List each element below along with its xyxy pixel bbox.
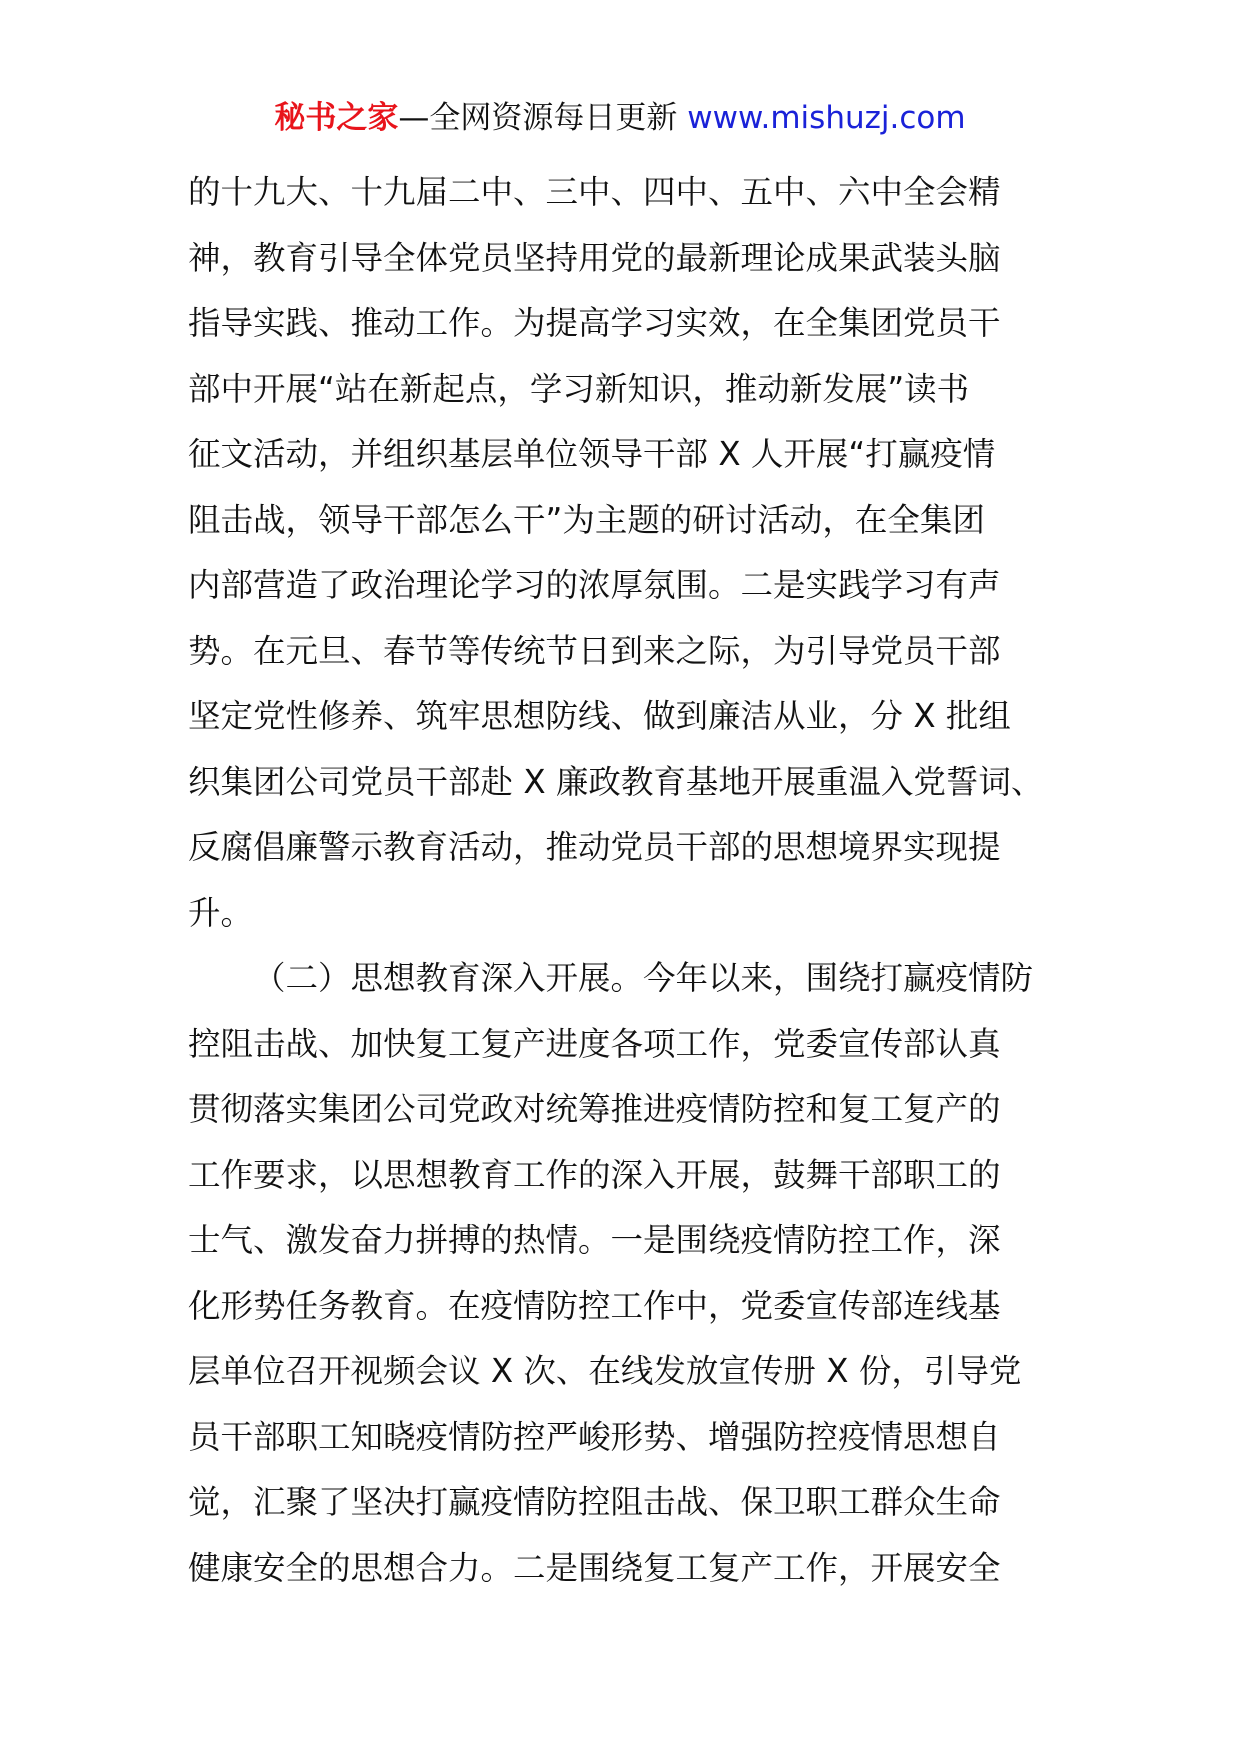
- body-line: 势。在元旦、春节等传统节日到来之际，为引导党员干部: [188, 631, 1001, 670]
- body-line: 工作要求，以思想教育工作的深入开展，鼓舞干部职工的: [188, 1155, 1001, 1194]
- body-line: 层单位召开视频会议 X 次、在线发放宣传册 X 份，引导党: [188, 1352, 1022, 1390]
- body-line: 坚定党性修养、筑牢思想防线、做到廉洁从业，分 X 批组: [188, 697, 1011, 735]
- body-line: 阻击战，领导干部怎么干”为主题的研讨活动，在全集团: [188, 500, 985, 539]
- brand-name: 秘书之家: [274, 100, 399, 136]
- body-line: 控阻击战、加快复工复产进度各项工作，党委宣传部认真: [188, 1024, 1001, 1063]
- body-line: 神，教育引导全体党员坚持用党的最新理论成果武装头脑: [188, 238, 1001, 277]
- body-line: 员干部职工知晓疫情防控严峻形势、增强防控疫情思想自: [188, 1417, 1001, 1456]
- body-line: 内部营造了政治理论学习的浓厚氛围。二是实践学习有声: [188, 566, 1001, 604]
- body-line: 化形势任务教育。在疫情防控工作中，党委宣传部连线基: [188, 1286, 1001, 1325]
- body-line: 反腐倡廉警示教育活动，推动党员干部的思想境界实现提: [188, 828, 1001, 866]
- body-line: 贯彻落实集团公司党政对统筹推进疫情防控和复工复产的: [188, 1090, 1001, 1128]
- body-line: 升。: [188, 893, 254, 932]
- body-line: 部中开展“站在新起点，学习新知识，推动新发展”读书: [188, 369, 970, 408]
- body-line: 征文活动，并组织基层单位领导干部 X 人开展“打赢疫情: [188, 435, 996, 473]
- body-line: 觉，汇聚了坚决打赢疫情防控阻击战、保卫职工群众生命: [188, 1483, 1001, 1521]
- header-tagline: —全网资源每日更新: [398, 100, 688, 136]
- site-url-link[interactable]: www.mishuzj.com: [687, 100, 966, 136]
- body-line: 指导实践、推动工作。为提高学习实效，在全集团党员干: [188, 304, 1001, 342]
- section-heading-line: （二）思想教育深入开展。今年以来，围绕打赢疫情防: [253, 959, 1034, 997]
- body-line: 的十九大、十九届二中、三中、四中、五中、六中全会精: [188, 173, 1001, 211]
- body-line: 士气、激发奋力拼搏的热情。一是围绕疫情防控工作，深: [188, 1221, 1001, 1259]
- body-line: 健康安全的思想合力。二是围绕复工复产工作，开展安全: [188, 1548, 1001, 1587]
- body-line: 织集团公司党员干部赴 X 廉政教育基地开展重温入党誓词、: [188, 762, 1044, 801]
- site-header: [0, 96, 1240, 140]
- document-body: [188, 160, 1078, 1601]
